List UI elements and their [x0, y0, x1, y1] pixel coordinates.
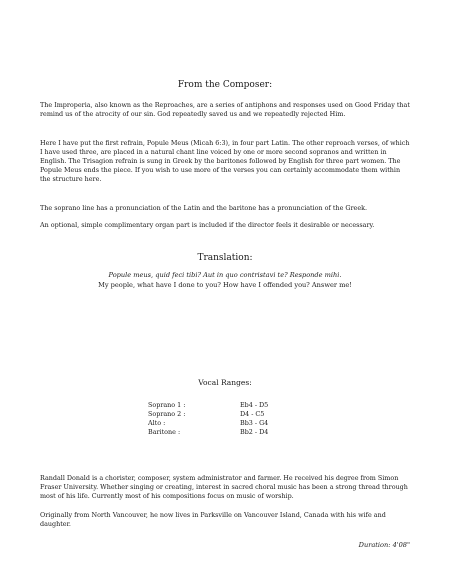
- translation-latin: Popule meus, quid feci tibi? Aut in quo contristavi te? Responde mihi.: [108, 271, 342, 279]
- composer-paragraph-2: Here I have put the first refrain, Popule Meus (Micah 6:3), in four part Latin. The other reproach verses, of which I have used three, are placed in a natural chant line voiced by one or more second sopranos and written in English. The Trisagion refrain is sung in Greek by the baritones followed by English for three part women. The Popule Meus ends the piece. If you wish to use more of the verses you can certainly accommodate them within the structure here.: [40, 139, 410, 183]
- duration-label: Duration: 4'08": [358, 541, 410, 549]
- voice-name: Soprano 1 :: [148, 401, 186, 409]
- voice-range: Bb3 - G4: [240, 419, 269, 427]
- composer-heading: From the Composer:: [177, 80, 273, 90]
- bio-paragraph-1: Randall Donald is a chorister, composer, system administrator and farmer. He received his degree from Simon Fraser University. Whether singing or creating, interest in sacred choral music has been a strong thread through most of his life. Currently most of his compositions focus on music of worship.: [40, 474, 408, 500]
- voice-name: Alto :: [148, 419, 166, 427]
- voice-range: D4 - C5: [240, 410, 265, 418]
- vocal-range-row: [148, 428, 300, 437]
- voice-name: Soprano 2 :: [148, 410, 186, 418]
- voice-range: Eb4 - D5: [240, 401, 269, 409]
- composer-paragraph-1: The Improperia, also known as the Reproaches, are a series of antiphons and responses used on Good Friday that remind us of the atrocity of our sin. God repeatedly saved us and we repeatedly rejected Him.: [40, 101, 410, 118]
- vocal-range-row: [148, 419, 300, 428]
- translation-heading: Translation:: [197, 253, 253, 263]
- composer-paragraph-4: An optional, simple complimentary organ part is included if the director feels it desirable or necessary.: [40, 221, 375, 229]
- bio-paragraph-2: Originally from North Vancouver, he now lives in Parksville on Vancouver Island, Canada with his wife and daughter.: [40, 511, 386, 528]
- voice-range: Bb2 - D4: [240, 428, 269, 436]
- vocal-range-row: [148, 401, 300, 410]
- vocal-range-row: [148, 410, 300, 419]
- translation-english: My people, what have I done to you? How have I offended you? Answer me!: [98, 281, 352, 289]
- vocal-ranges-table: [148, 401, 300, 437]
- voice-name: Baritone :: [148, 428, 181, 436]
- composer-paragraph-3: The soprano line has a pronunciation of the Latin and the baritone has a pronunciation of the Greek.: [40, 204, 368, 212]
- vocal-ranges-heading: Vocal Ranges:: [198, 378, 252, 387]
